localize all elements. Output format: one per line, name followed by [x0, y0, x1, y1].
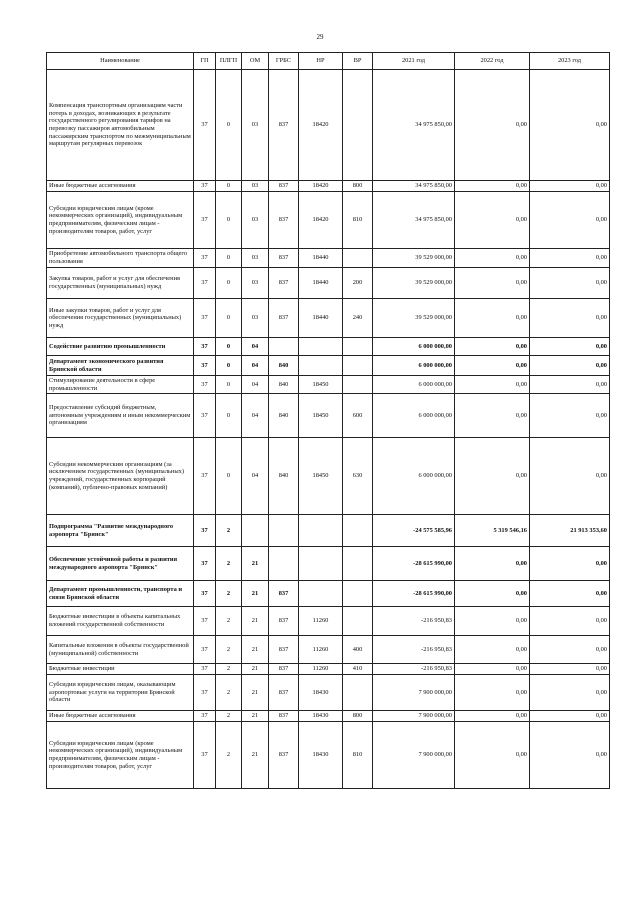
cell-y2022: 0,00 [455, 675, 530, 711]
cell-y2021: 7 900 000,00 [373, 722, 455, 789]
cell-grbs: 840 [269, 394, 299, 438]
cell-gp: 37 [194, 722, 216, 789]
cell-y2021: 34 975 850,00 [373, 181, 455, 192]
cell-om: 21 [242, 581, 269, 607]
cell-name: Департамент промышленности, транспорта и связи Брянской области [47, 581, 194, 607]
cell-plgp: 2 [216, 664, 242, 675]
cell-nr: 18440 [299, 249, 343, 268]
cell-y2023: 0,00 [530, 664, 610, 675]
cell-y2021: 6 000 000,00 [373, 394, 455, 438]
cell-y2023: 21 913 353,60 [530, 515, 610, 547]
cell-gp: 37 [194, 181, 216, 192]
cell-y2021: 7 900 000,00 [373, 711, 455, 722]
header-2021: 2021 год [373, 53, 455, 70]
cell-y2022: 0,00 [455, 607, 530, 636]
cell-y2023: 0,00 [530, 636, 610, 664]
cell-name: Субсидии юридическим лицам (кроме некоммерческих организаций), индивидуальным предпринимателям, физическим лицам - производителям товаров, работ, услуг [47, 192, 194, 249]
cell-y2021: -28 615 990,00 [373, 547, 455, 581]
cell-grbs: 837 [269, 581, 299, 607]
cell-vr [343, 515, 373, 547]
cell-om: 04 [242, 394, 269, 438]
cell-name: Приобретение автомобильного транспорта общего пользования [47, 249, 194, 268]
cell-grbs: 837 [269, 711, 299, 722]
table-row [47, 192, 610, 249]
header-om: ОМ [242, 53, 269, 70]
cell-y2023: 0,00 [530, 607, 610, 636]
cell-y2023: 0,00 [530, 394, 610, 438]
cell-y2023: 0,00 [530, 249, 610, 268]
cell-nr [299, 547, 343, 581]
cell-grbs [269, 515, 299, 547]
cell-vr: 810 [343, 192, 373, 249]
cell-y2021: 6 000 000,00 [373, 356, 455, 376]
cell-name: Капитальные вложения в объекты государственной (муниципальной) собственности [47, 636, 194, 664]
cell-vr [343, 675, 373, 711]
cell-name: Предоставление субсидий бюджетным, автономным учреждениям и иным некоммерческим организациям [47, 394, 194, 438]
cell-y2023: 0,00 [530, 299, 610, 338]
cell-nr [299, 338, 343, 356]
cell-gp: 37 [194, 664, 216, 675]
cell-name: Компенсация транспортным организациям части потерь в доходах, возникающих в результате государственного регулирования тарифов на перевозку пассажиров автомобильным пассажирским транспортом по межмуниципальным маршрутам регулярных перевозок [47, 70, 194, 181]
header-2022: 2022 год [455, 53, 530, 70]
cell-name: Субсидии юридическим лицам, оказывающим аэропортовые услуги на территории Брянской области [47, 675, 194, 711]
header-gp: ГП [194, 53, 216, 70]
cell-plgp: 2 [216, 675, 242, 711]
budget-table [46, 52, 610, 789]
cell-om: 04 [242, 376, 269, 394]
cell-nr [299, 515, 343, 547]
cell-nr: 18430 [299, 711, 343, 722]
cell-plgp: 0 [216, 249, 242, 268]
table-row [47, 607, 610, 636]
cell-plgp: 0 [216, 181, 242, 192]
table-header-row [47, 53, 610, 70]
table-row [47, 268, 610, 299]
cell-nr: 11260 [299, 664, 343, 675]
cell-grbs [269, 547, 299, 581]
cell-plgp: 2 [216, 547, 242, 581]
cell-grbs: 837 [269, 636, 299, 664]
cell-nr [299, 356, 343, 376]
cell-gp: 37 [194, 338, 216, 356]
table-row [47, 547, 610, 581]
cell-gp: 37 [194, 268, 216, 299]
cell-name: Субсидии юридическим лицам (кроме некоммерческих организаций), индивидуальным предпринимателям, физическим лицам - производителям товаров, работ, услуг [47, 722, 194, 789]
cell-gp: 37 [194, 299, 216, 338]
cell-y2022: 0,00 [455, 711, 530, 722]
cell-vr: 800 [343, 181, 373, 192]
table-row [47, 722, 610, 789]
cell-y2021: 34 975 850,00 [373, 70, 455, 181]
table-row [47, 376, 610, 394]
cell-plgp: 2 [216, 607, 242, 636]
table-row [47, 249, 610, 268]
cell-name: Субсидии некоммерческим организациям (за исключением государственных (муниципальных) учреждений, государственных корпораций (компаний), публично-правовых компаний) [47, 438, 194, 515]
cell-plgp: 0 [216, 338, 242, 356]
table-row [47, 394, 610, 438]
cell-y2023: 0,00 [530, 675, 610, 711]
cell-plgp: 0 [216, 438, 242, 515]
cell-y2021: -28 615 990,00 [373, 581, 455, 607]
cell-y2023: 0,00 [530, 722, 610, 789]
cell-vr: 240 [343, 299, 373, 338]
cell-om: 04 [242, 438, 269, 515]
table-row [47, 711, 610, 722]
cell-om [242, 515, 269, 547]
header-vr: ВР [343, 53, 373, 70]
cell-gp: 37 [194, 376, 216, 394]
cell-y2022: 0,00 [455, 547, 530, 581]
table-row [47, 675, 610, 711]
cell-plgp: 2 [216, 722, 242, 789]
table-row [47, 338, 610, 356]
cell-plgp: 0 [216, 192, 242, 249]
cell-om: 03 [242, 192, 269, 249]
cell-om: 04 [242, 338, 269, 356]
cell-gp: 37 [194, 636, 216, 664]
header-2023: 2023 год [530, 53, 610, 70]
cell-vr: 200 [343, 268, 373, 299]
table-row [47, 181, 610, 192]
cell-gp: 37 [194, 249, 216, 268]
cell-om: 21 [242, 722, 269, 789]
cell-vr: 810 [343, 722, 373, 789]
cell-nr: 18420 [299, 181, 343, 192]
cell-grbs: 837 [269, 249, 299, 268]
cell-gp: 37 [194, 394, 216, 438]
cell-vr [343, 376, 373, 394]
cell-om: 21 [242, 664, 269, 675]
cell-nr: 18450 [299, 394, 343, 438]
cell-nr: 18450 [299, 438, 343, 515]
cell-y2023: 0,00 [530, 438, 610, 515]
cell-om: 03 [242, 70, 269, 181]
cell-nr [299, 581, 343, 607]
cell-y2022: 0,00 [455, 192, 530, 249]
table-row [47, 515, 610, 547]
cell-gp: 37 [194, 356, 216, 376]
cell-grbs [269, 338, 299, 356]
cell-grbs: 837 [269, 268, 299, 299]
header-name: Наименование [47, 53, 194, 70]
cell-grbs: 837 [269, 664, 299, 675]
cell-y2022: 0,00 [455, 338, 530, 356]
cell-y2022: 0,00 [455, 664, 530, 675]
cell-y2023: 0,00 [530, 192, 610, 249]
cell-gp: 37 [194, 607, 216, 636]
cell-gp: 37 [194, 70, 216, 181]
cell-name: Содействие развитию промышленности [47, 338, 194, 356]
table-row [47, 636, 610, 664]
table-row [47, 581, 610, 607]
table-body [47, 70, 610, 789]
cell-y2021: 39 529 000,00 [373, 249, 455, 268]
cell-y2023: 0,00 [530, 356, 610, 376]
cell-gp: 37 [194, 515, 216, 547]
cell-plgp: 0 [216, 394, 242, 438]
cell-y2022: 0,00 [455, 356, 530, 376]
cell-nr: 11260 [299, 636, 343, 664]
cell-vr: 800 [343, 711, 373, 722]
cell-y2023: 0,00 [530, 547, 610, 581]
table-row [47, 356, 610, 376]
cell-vr [343, 70, 373, 181]
cell-om: 21 [242, 547, 269, 581]
cell-y2022: 0,00 [455, 376, 530, 394]
cell-nr: 18420 [299, 70, 343, 181]
cell-y2021: 39 529 000,00 [373, 299, 455, 338]
cell-gp: 37 [194, 581, 216, 607]
cell-vr [343, 249, 373, 268]
cell-name: Стимулирование деятельности в сфере промышленности [47, 376, 194, 394]
cell-plgp: 2 [216, 515, 242, 547]
cell-name: Департамент экономического развития Брянской области [47, 356, 194, 376]
cell-y2022: 0,00 [455, 70, 530, 181]
cell-vr: 600 [343, 394, 373, 438]
cell-plgp: 0 [216, 268, 242, 299]
cell-gp: 37 [194, 192, 216, 249]
cell-y2023: 0,00 [530, 376, 610, 394]
cell-grbs: 837 [269, 299, 299, 338]
cell-vr: 630 [343, 438, 373, 515]
cell-nr: 11260 [299, 607, 343, 636]
cell-om: 21 [242, 711, 269, 722]
cell-y2023: 0,00 [530, 268, 610, 299]
cell-nr: 18440 [299, 299, 343, 338]
cell-grbs: 840 [269, 356, 299, 376]
cell-name: Бюджетные инвестиции в объекты капитальных вложений государственной собственности [47, 607, 194, 636]
header-nr: НР [299, 53, 343, 70]
cell-om: 03 [242, 268, 269, 299]
cell-y2021: -216 950,83 [373, 636, 455, 664]
cell-vr: 400 [343, 636, 373, 664]
cell-vr [343, 581, 373, 607]
table-row [47, 438, 610, 515]
cell-gp: 37 [194, 438, 216, 515]
cell-plgp: 2 [216, 711, 242, 722]
cell-gp: 37 [194, 547, 216, 581]
cell-y2023: 0,00 [530, 338, 610, 356]
cell-vr [343, 547, 373, 581]
cell-plgp: 2 [216, 636, 242, 664]
cell-y2022: 0,00 [455, 299, 530, 338]
page-number: 29 [316, 33, 324, 41]
header-plgp: ПЛГП [216, 53, 242, 70]
cell-y2021: 39 529 000,00 [373, 268, 455, 299]
cell-om: 03 [242, 249, 269, 268]
cell-om: 21 [242, 636, 269, 664]
header-grbs: ГРБС [269, 53, 299, 70]
cell-y2021: -216 950,83 [373, 607, 455, 636]
cell-y2021: 6 000 000,00 [373, 338, 455, 356]
cell-y2022: 0,00 [455, 249, 530, 268]
cell-name: Иные бюджетные ассигнования [47, 711, 194, 722]
cell-gp: 37 [194, 675, 216, 711]
cell-om: 03 [242, 299, 269, 338]
cell-y2021: 6 000 000,00 [373, 376, 455, 394]
cell-grbs: 837 [269, 675, 299, 711]
table-row [47, 299, 610, 338]
cell-vr [343, 607, 373, 636]
cell-y2022: 0,00 [455, 722, 530, 789]
cell-y2023: 0,00 [530, 70, 610, 181]
cell-y2021: 34 975 850,00 [373, 192, 455, 249]
cell-grbs: 837 [269, 722, 299, 789]
cell-y2023: 0,00 [530, 581, 610, 607]
cell-y2022: 0,00 [455, 581, 530, 607]
cell-y2022: 0,00 [455, 181, 530, 192]
cell-grbs: 840 [269, 438, 299, 515]
cell-y2022: 5 319 546,16 [455, 515, 530, 547]
cell-name: Иные бюджетные ассигнования [47, 181, 194, 192]
cell-nr: 18430 [299, 675, 343, 711]
cell-gp: 37 [194, 711, 216, 722]
table-row [47, 664, 610, 675]
cell-name: Бюджетные инвестиции [47, 664, 194, 675]
cell-vr [343, 356, 373, 376]
cell-y2023: 0,00 [530, 181, 610, 192]
cell-plgp: 2 [216, 581, 242, 607]
cell-plgp: 0 [216, 299, 242, 338]
cell-y2022: 0,00 [455, 394, 530, 438]
cell-vr: 410 [343, 664, 373, 675]
cell-om: 03 [242, 181, 269, 192]
cell-y2021: -216 950,83 [373, 664, 455, 675]
cell-plgp: 0 [216, 376, 242, 394]
cell-plgp: 0 [216, 356, 242, 376]
cell-y2023: 0,00 [530, 711, 610, 722]
cell-name: Обеспечение устойчивой работы и развития международного аэропорта "Брянск" [47, 547, 194, 581]
cell-name: Иные закупки товаров, работ и услуг для обеспечения государственных (муниципальных) нужд [47, 299, 194, 338]
cell-y2021: 6 000 000,00 [373, 438, 455, 515]
cell-nr: 18440 [299, 268, 343, 299]
cell-y2022: 0,00 [455, 636, 530, 664]
cell-plgp: 0 [216, 70, 242, 181]
cell-vr [343, 338, 373, 356]
cell-nr: 18430 [299, 722, 343, 789]
cell-y2022: 0,00 [455, 268, 530, 299]
cell-grbs: 837 [269, 192, 299, 249]
cell-om: 21 [242, 675, 269, 711]
cell-grbs: 837 [269, 607, 299, 636]
cell-y2021: -24 575 585,96 [373, 515, 455, 547]
cell-grbs: 837 [269, 181, 299, 192]
cell-name: Закупка товаров, работ и услуг для обеспечения государственных (муниципальных) нужд [47, 268, 194, 299]
cell-y2022: 0,00 [455, 438, 530, 515]
cell-om: 21 [242, 607, 269, 636]
cell-name: Подпрограмма "Развитие международного аэропорта "Брянск" [47, 515, 194, 547]
cell-nr: 18450 [299, 376, 343, 394]
cell-grbs: 840 [269, 376, 299, 394]
cell-nr: 18420 [299, 192, 343, 249]
table-row [47, 70, 610, 181]
cell-y2021: 7 900 000,00 [373, 675, 455, 711]
cell-om: 04 [242, 356, 269, 376]
cell-grbs: 837 [269, 70, 299, 181]
